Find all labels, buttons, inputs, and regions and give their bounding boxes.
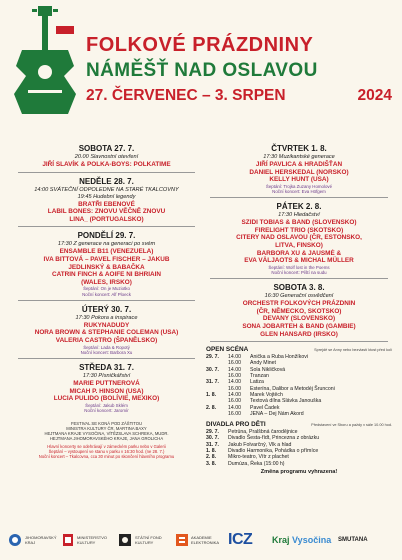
patronage-text: HEJTMANA KRAJE VYSOČINA, VÍTĚZSLAVA SCHREKA, MUDR. [44,431,169,437]
performer: CITERY NAD OSLAVOU (ČR, ESTONSKO, [236,234,362,242]
performer: FIRELIGHT TRIO (SKOTSKO) [254,226,344,234]
partner-label: STÁTNÍ FOND KULTURY [135,535,162,545]
electronics-logo-icon [176,533,188,547]
program-change-notice: Změna programu vyhrazena! [260,468,338,475]
schedule-item: Sola Nikličková [250,366,286,373]
schedule-date: 2. 8. [206,404,217,411]
divider [18,172,195,173]
divider [210,278,388,279]
day-heading: NEDĚLE 28. 7. [79,176,134,186]
fund-logo-icon [118,533,132,547]
title-line-2: NÁMĚŠŤ NAD OSLAVOU [86,60,318,81]
performer: BRATŘI EBENOVÉ [78,200,135,208]
schedule-time: 16.00 [228,360,241,367]
date-range: 27. ČERVENEC – 3. SRPEN [86,87,286,104]
divider [18,358,195,359]
side-note: Šeptání: Wolf lost in the Poems [268,264,330,270]
schedule-time: 14.00 [228,366,241,373]
schedule-time: 14.00 [228,404,241,411]
schedule-time: 16.00 [228,398,241,405]
schedule-time: 14.00 [228,354,241,361]
schedule-date: 29. 7. [206,354,219,361]
partner-icz [228,526,252,554]
schedule-date: 2. 8. [206,454,217,461]
day-heading: SOBOTA 27. 7. [78,144,135,153]
side-note: Noční koncert: Alf Ploeck [82,291,131,297]
schedule-date: 30. 7. [206,366,219,373]
schedule-time: 16.00 [228,410,241,417]
performer: BARBORA XU & JAUSMĖ & [256,249,342,257]
performer: IVA BITTOVÁ – PAVEL FISCHER – JAKUB [43,255,170,263]
festival-year: 2024 [357,87,392,104]
schedule-item: JENA – Dej Nám Akord [250,410,304,417]
event-time: 17:30 Muzikantské generace [263,154,335,160]
schedule-date: 31. 7. [206,379,219,386]
venue-note: Noční koncert – Tkalcovna, cca 30 minut po skončení hlavního programu [38,454,175,460]
performer: CATRIN FINCH & AOIFE NI BHRIAIN [52,271,161,279]
patronage-text: MINISTRA KULTURY ČR, MARTINA BAXY [66,426,147,432]
kids-theatre-note: Představení ve Sboru a paždy v sále 10.00 hod. [311,423,392,428]
performer: JIŘÍ PAVLICA & HRADIŠŤAN [255,161,343,168]
venue-note: Hlavní koncerty se odehrávají v zámeckém parku nebo v Galerii [47,444,166,450]
event-time: 16:30 Generační osvědčení [264,293,334,300]
performer: ORCHESTR FOLKOVÝCH PRÁZDNIN [242,300,356,308]
schedule-date: 31. 7. [206,441,219,448]
event-time: 17:30 Písničkářství [82,372,131,379]
day-heading: PÁTEK 2. 8. [276,202,322,212]
performer: DANIEL HERSKEDAL (NORSKO) [249,168,349,176]
partner-ae [176,526,223,554]
icz-logo: ICZ [228,531,253,548]
event-time: 20.00 Slavnostní otevření [74,154,139,160]
partner-jmk [8,526,65,554]
performer: EVA VÄLJAOTS & MICHAL MÜLLER [244,257,354,265]
schedule-item: Textová dílna Slávka Janouška [250,398,322,405]
partner-sfk [118,526,175,554]
event-time: 17:30 Pokora a inspirace [75,314,138,321]
side-note: Šeptání: On je Muziotko [83,286,130,292]
schedule-item: Marek Vojtěch [250,391,283,398]
schedule-item: Jakub Folvarčný, Vlk a hlad [228,441,292,448]
partners-footer [0,520,402,560]
title-line-1: FOLKOVÉ PRÁZDNINY [86,34,314,56]
open-stage-schedule [206,354,392,417]
event-time: 14:00 SVÁTEČNÍ ODPOLEDNE NA STARÉ TKALCOVNY [34,186,179,193]
partner-label: JIHOMORAVSKÝ KRAJ [25,535,57,545]
day-heading: ÚTERÝ 30. 7. [81,304,132,314]
open-stage-heading [206,346,392,354]
divider [18,226,195,227]
performer: SZIDI TOBIAS & BAND (SLOVENSKO) [241,219,357,227]
schedule-item: Divadlo Harmonika, Pohádka o přímíce [228,447,319,454]
schedule-time: 14.00 [228,391,241,398]
partner-mk [62,526,117,554]
performer: LUCIA PULIDO (BOLÍVIE, MEXIKO) [53,395,160,403]
performer: ENSAMBLE B11 (VENEZUELA) [59,248,154,256]
schedule-item: Petrüna, Pralšbná čarodějnice [228,429,298,436]
schedule-date: 30. 7. [206,435,219,442]
schedule-item: Divadlo Šesta-řídt, Princezna z obrázku [228,435,320,442]
festival-title [86,34,398,106]
side-note: Noční koncert: Eva Höfgem [272,188,326,194]
open-stage-title: OPEN SCÉNA [206,346,249,354]
partner-label: AKADEMIE ELEKTRONIKA [191,535,220,545]
performer: SONA JOBARTEH & BAND (GAMBIE) [242,322,356,330]
partner-label: MINISTERSTVO KULTURY [77,535,108,545]
day-heading: STŘEDA 31. 7. [79,362,134,372]
day-heading: ČTVRTEK 1. 8. [271,144,327,153]
partner-vysocina [272,526,331,554]
schedule-date: 1. 8. [206,391,217,398]
schedule-date [206,411,228,417]
divider [210,197,388,198]
event-time: 17:30 Z generace na generaci po svém [57,241,156,248]
program-left-column [14,140,199,459]
schedule-item: Latiza [250,379,264,386]
performer: KELLY HUNT (USA) [269,176,329,184]
performer: LITVA, FINSKO) [275,241,323,249]
day-heading: SOBOTA 3. 8. [273,283,325,293]
performer: VALERIA CASTRO (ŠPANĚLSKO) [55,336,158,344]
schedule-item: Dumúza, Řeka (15:00 h) [228,460,285,467]
open-stage-note: Sprejdě se Anny nebo bezvlastí ktost před kolí [314,348,392,353]
performer: DEVANY (SLOVENSKO) [262,315,336,323]
schedule-date: 29. 7. [206,429,219,436]
performer: (ČR, NĚMECKO, SKOTSKO) [256,307,342,315]
kids-theatre-schedule [206,429,392,467]
ministry-emblem-icon [62,533,74,547]
schedule-item: Tranzan [250,373,269,380]
performer: MARIE PUTTNEROVÁ [73,379,140,387]
side-note: Šeptání: Lada & Ropotý [83,344,130,350]
performer: RUKYNADUDY [83,321,130,329]
side-note: Šeptání: Jakub Sklém [85,402,128,408]
performer: JIŘÍ SLAVÍK & POLKA-BOYS: POLKATIME [42,161,171,168]
partner-smutana [338,526,368,554]
kids-theatre-heading [206,421,392,429]
schedule-date: 1. 8. [206,447,217,454]
patronage-text: FESTIVAL SE KONÁ POD ZÁŠTITOU [70,421,143,427]
event-time: 17:30 Hledačství [278,212,320,219]
performer: GLEN HANSARD (IRSKO) [260,330,338,338]
performer: LABIL BONES: ZNOVU VĚČNĚ ZNOVU [47,208,166,216]
schedule-item: Pavel Čadek [250,404,280,411]
smutana-logo: SMUTANA [338,536,368,543]
schedule-row [206,461,392,467]
region-emblem-icon [8,533,22,547]
performer: (WALES, IRSKO) [81,278,132,286]
side-note: Noční koncert: Barbora Xu [80,349,133,355]
program-right-column [206,140,392,476]
venue-note: Šeptání – vystoupení ve stanu v parku v 16:30 hod. (ne 28. 7.) [48,449,165,455]
performer: JEDLINSKÝ & BABAČKA [68,263,145,271]
performer: LINA_ (PORTUGALSKO) [69,215,144,223]
schedule-date: 3. 8. [206,460,217,467]
side-note: Noční koncert: Jaromír [84,407,129,413]
day-heading: PONDĚLÍ 29. 7. [77,231,136,241]
festival-logo-icon [8,6,84,118]
schedule-item: Esterína, Dalibor a Metodéj Šrunconi [250,385,335,392]
divider [18,300,195,301]
performer: NORA BROWN & STEPHANIE COLEMAN (USA) [34,329,179,337]
patronage-text: HEJTMANA JIHOMORAVSKÉHO KRAJE, JANA GROLICHA [49,436,164,442]
side-note: Šeptání: Trojka Zuzany Homolové [265,183,333,189]
performer: MICAH P. HINSON (USA) [69,387,144,395]
side-note: Noční koncert: Píští na sudu [271,269,327,275]
schedule-time: 16.00 [228,373,241,380]
schedule-item: Andy Minet [250,360,276,367]
schedule-time: 16.00 [228,385,241,392]
schedule-item: Mikro-teatro, Vítr z plachet [228,454,289,461]
schedule-time: 14.00 [228,379,241,386]
schedule-item: Anička a Ruba Honžíkovi [250,354,308,361]
kids-theatre-title: DIVADLA PRO DĚTI [206,421,266,429]
vysocina-logo: Kraj Vysočina [272,535,332,545]
event-time: 19:45 Hudební legendy [77,193,136,200]
festival-dates [86,86,392,106]
